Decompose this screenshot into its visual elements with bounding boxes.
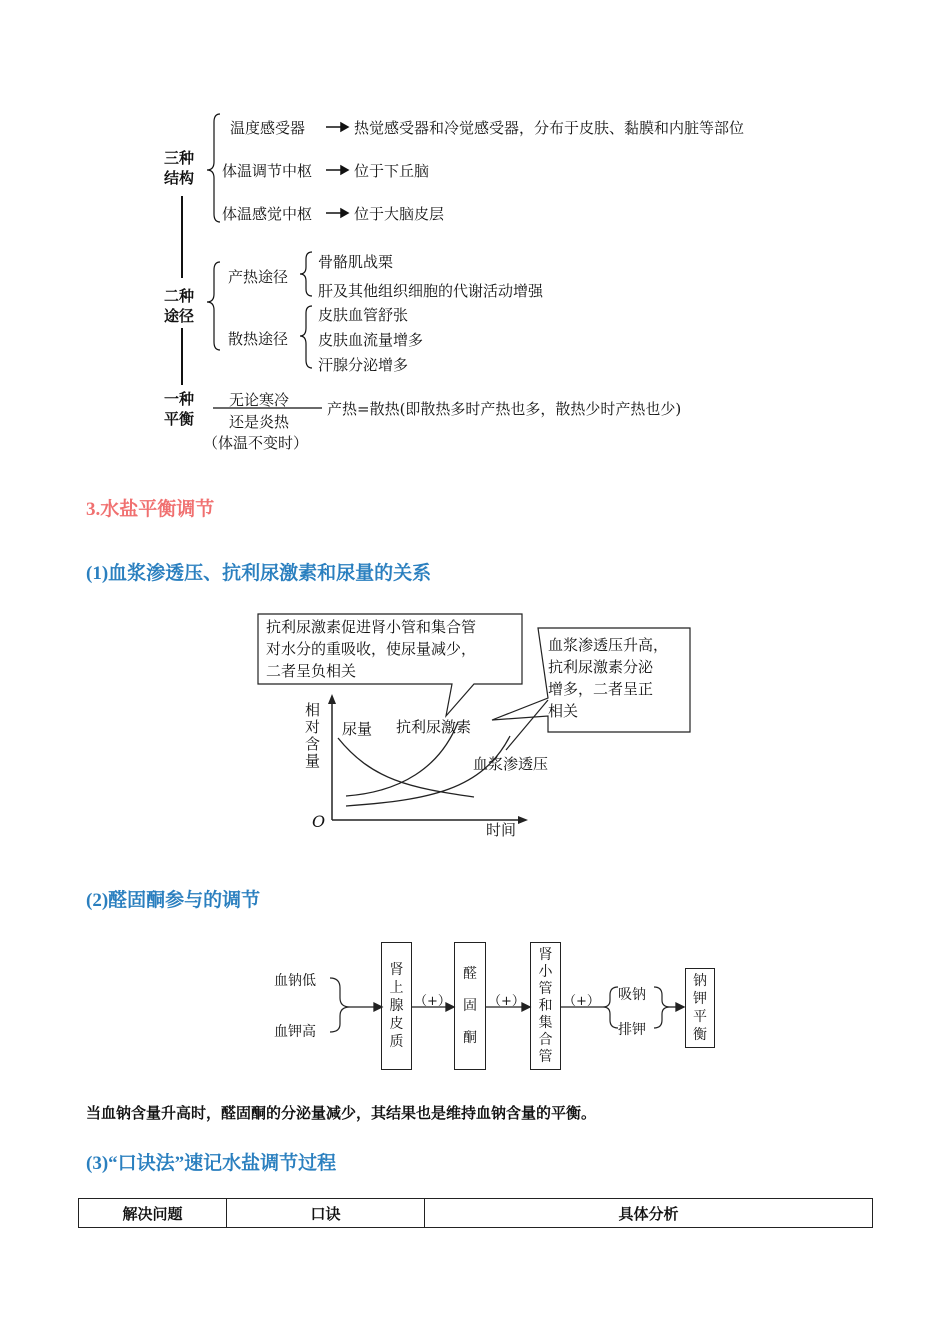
output-excrete-potassium: 排钾 (618, 1022, 646, 1038)
x-axis-label: 时间 (486, 821, 517, 839)
tubule-char-7: 管 (538, 1048, 553, 1065)
subsection-2-title: (2)醛固酮参与的调节 (86, 890, 261, 911)
sensation-center-label: 体温感觉中枢 (222, 205, 313, 223)
adrenal-char-3: 腺 (389, 998, 404, 1014)
group2-line2: 途径 (164, 307, 195, 325)
col-header-mnemonic: 口诀 (227, 1199, 425, 1228)
balance-char-1: 钠 (693, 973, 707, 989)
group1-line2: 结构 (164, 169, 195, 187)
tubule-char-4: 和 (538, 997, 553, 1014)
balance-result: 产热=散热(即散热多时产热也多，散热少时产热也少) (327, 400, 682, 418)
col-header-problem: 解决问题 (79, 1199, 227, 1228)
table-header-row (79, 1199, 873, 1228)
series-label-osmotic: 血浆渗透压 (473, 755, 549, 773)
section-title: 3.水盐平衡调节 (86, 499, 215, 520)
output-absorb-sodium: 吸钠 (618, 987, 646, 1003)
balance-note: （体温不变时） (203, 434, 309, 452)
input-high-potassium: 血钾高 (274, 1024, 316, 1040)
tubule-char-2: 小 (538, 963, 553, 980)
thermoreceptor-label: 温度感受器 (230, 119, 306, 137)
adrenal-char-5: 质 (389, 1034, 404, 1050)
heat-production-label: 产热途径 (228, 268, 289, 286)
callout-1-line-3: 二者呈负相关 (266, 662, 357, 680)
thermoreceptor-desc: 热觉感受器和冷觉感受器，分布于皮肤、黏膜和内脏等部位 (354, 119, 745, 137)
adrenal-char-2: 上 (389, 980, 404, 996)
callout-2-line-2: 抗利尿激素分泌 (548, 658, 654, 676)
callout-2-line-4: 相关 (548, 702, 579, 720)
aldosterone-char-2: 固 (463, 998, 477, 1014)
plus-sign-3: （+） (563, 994, 600, 1009)
subsection-3-title: (3)“口诀法”速记水盐调节过程 (86, 1153, 337, 1174)
series-label-adh: 抗利尿激素 (396, 718, 472, 736)
heat-loss-item-2: 皮肤血流量增多 (318, 331, 424, 349)
callout-1-line-2: 对水分的重吸收，使尿量减少， (266, 640, 477, 658)
callout-2-line-1: 血浆渗透压升高， (548, 636, 669, 654)
tubule-char-1: 肾 (538, 946, 553, 963)
tubule-char-5: 集 (538, 1014, 553, 1031)
callout-1-line-1: 抗利尿激素促进肾小管和集合管 (266, 618, 477, 636)
series-label-urine: 尿量 (342, 720, 373, 738)
plus-sign-2: （+） (488, 994, 525, 1009)
balance-char-3: 平 (693, 1009, 707, 1025)
box-adrenal-cortex (381, 942, 412, 1070)
heat-production-item-2: 肝及其他组织细胞的代谢活动增强 (318, 282, 544, 300)
col-header-analysis: 具体分析 (425, 1199, 873, 1228)
heat-production-item-1: 骨骼肌战栗 (318, 253, 394, 271)
y-axis-label: 相对含量 (303, 702, 321, 770)
plus-sign-1: （+） (414, 994, 451, 1009)
callout-2-line-3: 增多，二者呈正 (548, 680, 654, 698)
heat-loss-item-3: 汗腺分泌增多 (318, 356, 409, 374)
group1-line1: 三种 (164, 149, 195, 167)
box-aldosterone (454, 942, 486, 1070)
adrenal-char-4: 皮 (389, 1016, 404, 1032)
box-na-k-balance (685, 968, 715, 1048)
heat-loss-item-1: 皮肤血管舒张 (318, 306, 409, 324)
subsection-1-title: (1)血浆渗透压、抗利尿激素和尿量的关系 (86, 563, 432, 584)
group3-line2: 平衡 (164, 410, 195, 428)
balance-top: 无论寒冷 (229, 391, 290, 409)
tubule-char-6: 合 (538, 1031, 553, 1048)
balance-bottom: 还是炎热 (229, 413, 290, 431)
mnemonic-table (78, 1198, 873, 1228)
group2-line1: 二种 (164, 287, 195, 305)
input-low-sodium: 血钠低 (274, 973, 316, 989)
aldosterone-char-3: 酮 (463, 1030, 477, 1046)
heat-loss-label: 散热途径 (228, 330, 289, 348)
balance-char-4: 衡 (693, 1027, 707, 1043)
balance-char-2: 钾 (693, 991, 707, 1007)
aldosterone-char-1: 醛 (463, 966, 477, 982)
box-renal-tubule (530, 942, 561, 1070)
origin-label: O (312, 812, 326, 831)
adrenal-char-1: 肾 (389, 962, 404, 978)
tubule-char-3: 管 (538, 980, 553, 997)
group3-line1: 一种 (164, 390, 195, 408)
regulation-center-label: 体温调节中枢 (222, 162, 313, 180)
note-paragraph: 当血钠含量升高时，醛固酮的分泌量减少，其结果也是维持血钠含量的平衡。 (86, 1104, 597, 1122)
regulation-center-desc: 位于下丘脑 (354, 162, 430, 180)
sensation-center-desc: 位于大脑皮层 (354, 205, 445, 223)
